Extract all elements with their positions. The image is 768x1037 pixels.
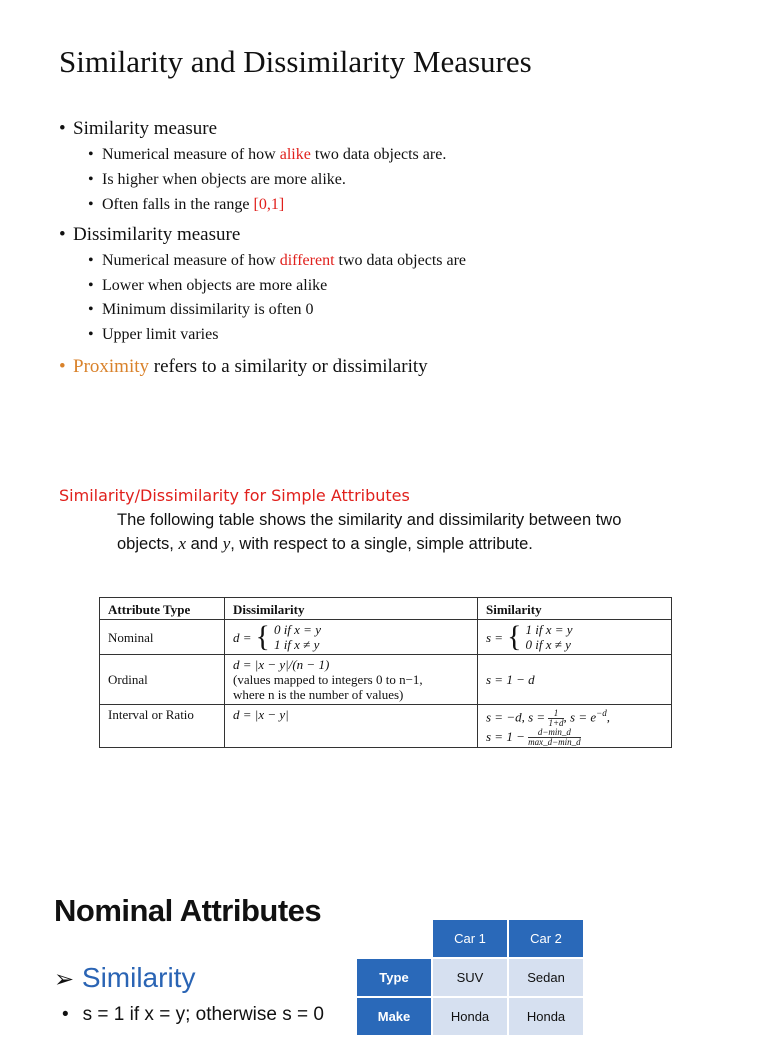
table-cell: Honda xyxy=(508,997,584,1036)
nominal-dissimilarity: d = { 0 if x = y 1 if x ≠ y xyxy=(225,620,478,655)
sub-bullet: • Numerical measure of how alike two data objects are. xyxy=(88,146,447,163)
bullet-dot: • xyxy=(59,118,66,139)
header-car-1: Car 1 xyxy=(432,919,508,958)
row-label: Interval or Ratio xyxy=(100,705,225,748)
row-label-make: Make xyxy=(356,997,432,1036)
table-row xyxy=(356,919,584,958)
attribute-table xyxy=(99,597,672,748)
ordinal-similarity: s = 1 − d xyxy=(478,655,672,705)
bullet-dissimilarity-measure: • Dissimilarity measure xyxy=(59,224,241,245)
nominal-similarity: s = { 1 if x = y 0 if x ≠ y xyxy=(478,620,672,655)
nominal-attributes-title: Nominal Attributes xyxy=(54,893,322,928)
bullet-proximity: • Proximity refers to a similarity or dissimilarity xyxy=(59,356,428,377)
sub-bullet: • Lower when objects are more alike xyxy=(88,277,328,294)
row-label: Nominal xyxy=(100,620,225,655)
table-cell: Sedan xyxy=(508,958,584,997)
header-similarity: Similarity xyxy=(478,598,672,620)
table-row xyxy=(356,997,584,1036)
arrow-icon: ➢ xyxy=(54,966,75,993)
table-cell: Honda xyxy=(432,997,508,1036)
sub-bullet: • Upper limit varies xyxy=(88,326,219,343)
section-intro: The following table shows the similarity and dissimilarity between two objects, x and y, with respect to a single, simple attribute. xyxy=(117,511,622,553)
nominal-rule: • s = 1 if x = y; otherwise s = 0 xyxy=(62,1004,324,1025)
section-title: Similarity/Dissimilarity for Simple Attributes xyxy=(59,486,410,505)
sub-bullet: • Is higher when objects are more alike. xyxy=(88,171,346,188)
sub-bullet: • Often falls in the range [0,1] xyxy=(88,196,285,213)
blank-cell xyxy=(356,919,432,958)
nominal-similarity-heading: ➢ Similarity xyxy=(54,962,196,993)
cars-table xyxy=(355,918,585,1037)
row-label-type: Type xyxy=(356,958,432,997)
slide-title: Similarity and Dissimilarity Measures xyxy=(59,44,532,79)
table-row xyxy=(356,958,584,997)
interval-dissimilarity: d = |x − y| xyxy=(225,705,478,748)
header-attribute-type: Attribute Type xyxy=(100,598,225,620)
header-car-2: Car 2 xyxy=(508,919,584,958)
table-cell: SUV xyxy=(432,958,508,997)
table-header-row xyxy=(100,598,672,620)
ordinal-dissimilarity: d = |x − y|/(n − 1) (values mapped to integers 0 to n−1, where n is the number of values) xyxy=(225,655,478,705)
bullet-dot: • xyxy=(59,224,66,245)
header-dissimilarity: Dissimilarity xyxy=(225,598,478,620)
table-row-ordinal xyxy=(100,655,672,705)
table-row-nominal xyxy=(100,620,672,655)
sub-bullet: • Minimum dissimilarity is often 0 xyxy=(88,301,314,318)
row-label: Ordinal xyxy=(100,655,225,705)
table-row-interval xyxy=(100,705,672,748)
bullet-similarity-measure: • Similarity measure xyxy=(59,118,218,139)
sub-bullet: • Numerical measure of how different two data objects are xyxy=(88,252,467,269)
interval-similarity: s = −d, s = $\frac{1}{1+d}$ , $s = e^{-d}$, s = 1 − $\frac{d-\min\_d}{\max\_d-\min\_d}$ xyxy=(478,705,672,748)
